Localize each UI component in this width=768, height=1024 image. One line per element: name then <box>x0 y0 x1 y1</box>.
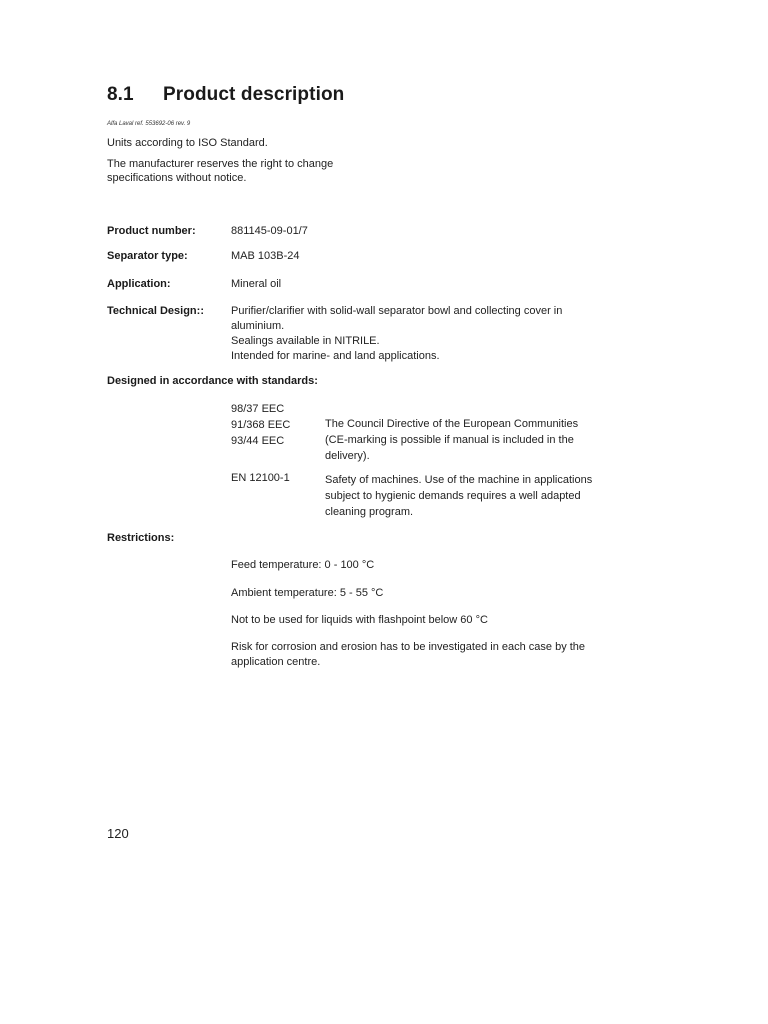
ec-description-line: The Council Directive of the European Communities <box>325 418 579 430</box>
technical-design-line: Sealings available in NITRILE. <box>231 335 380 347</box>
standard-code: 91/368 EEC <box>231 419 291 431</box>
separator-type-label: Separator type: <box>107 250 188 262</box>
page-number: 120 <box>107 826 129 841</box>
technical-design-line: Intended for marine- and land applications. <box>231 350 440 362</box>
reference-note: Alfa Laval ref. 553692-06 rev. 9 <box>107 121 191 127</box>
product-number-label: Product number: <box>107 225 196 237</box>
en-standard-description <box>325 472 635 520</box>
standards-heading: Designed in accordance with standards: <box>107 375 318 387</box>
disclaimer <box>107 157 333 185</box>
en-description-line: Safety of machines. Use of the machine in applications <box>325 474 593 486</box>
ec-description-line: delivery). <box>325 450 370 462</box>
ec-directive-description <box>325 416 635 464</box>
units-note: Units according to ISO Standard. <box>107 137 268 149</box>
corrosion-note <box>231 640 631 670</box>
corrosion-line: application centre. <box>231 656 321 668</box>
restrictions-heading: Restrictions: <box>107 532 175 544</box>
technical-design-line: Purifier/clarifier with solid-wall separator bowl and collecting cover in <box>231 305 563 317</box>
section-title: Product description <box>163 84 345 105</box>
technical-design-line: aluminium. <box>231 320 285 332</box>
feed-temperature: Feed temperature: 0 - 100 °C <box>231 559 375 571</box>
disclaimer-line: specifications without notice. <box>107 172 247 184</box>
standard-code: EN 12100-1 <box>231 472 290 484</box>
ambient-temperature: Ambient temperature: 5 - 55 °C <box>231 587 384 599</box>
separator-type-value: MAB 103B-24 <box>231 250 300 262</box>
flashpoint-restriction: Not to be used for liquids with flashpoint below 60 °C <box>231 614 488 626</box>
en-description-line: cleaning program. <box>325 506 414 518</box>
section-heading <box>107 84 344 106</box>
technical-design-label: Technical Design:: <box>107 305 204 317</box>
technical-design-value <box>231 304 631 364</box>
application-value: Mineral oil <box>231 278 282 290</box>
product-number-value: 881145-09-01/7 <box>231 225 308 237</box>
standard-code: 98/37 EEC <box>231 403 285 415</box>
ec-description-line: (CE-marking is possible if manual is included in the <box>325 434 574 446</box>
application-label: Application: <box>107 278 171 290</box>
corrosion-line: Risk for corrosion and erosion has to be investigated in each case by the <box>231 641 586 653</box>
disclaimer-line: The manufacturer reserves the right to change <box>107 158 334 170</box>
section-number: 8.1 <box>107 84 134 105</box>
standard-code: 93/44 EEC <box>231 435 285 447</box>
en-description-line: subject to hygienic demands requires a well adapted <box>325 490 581 502</box>
